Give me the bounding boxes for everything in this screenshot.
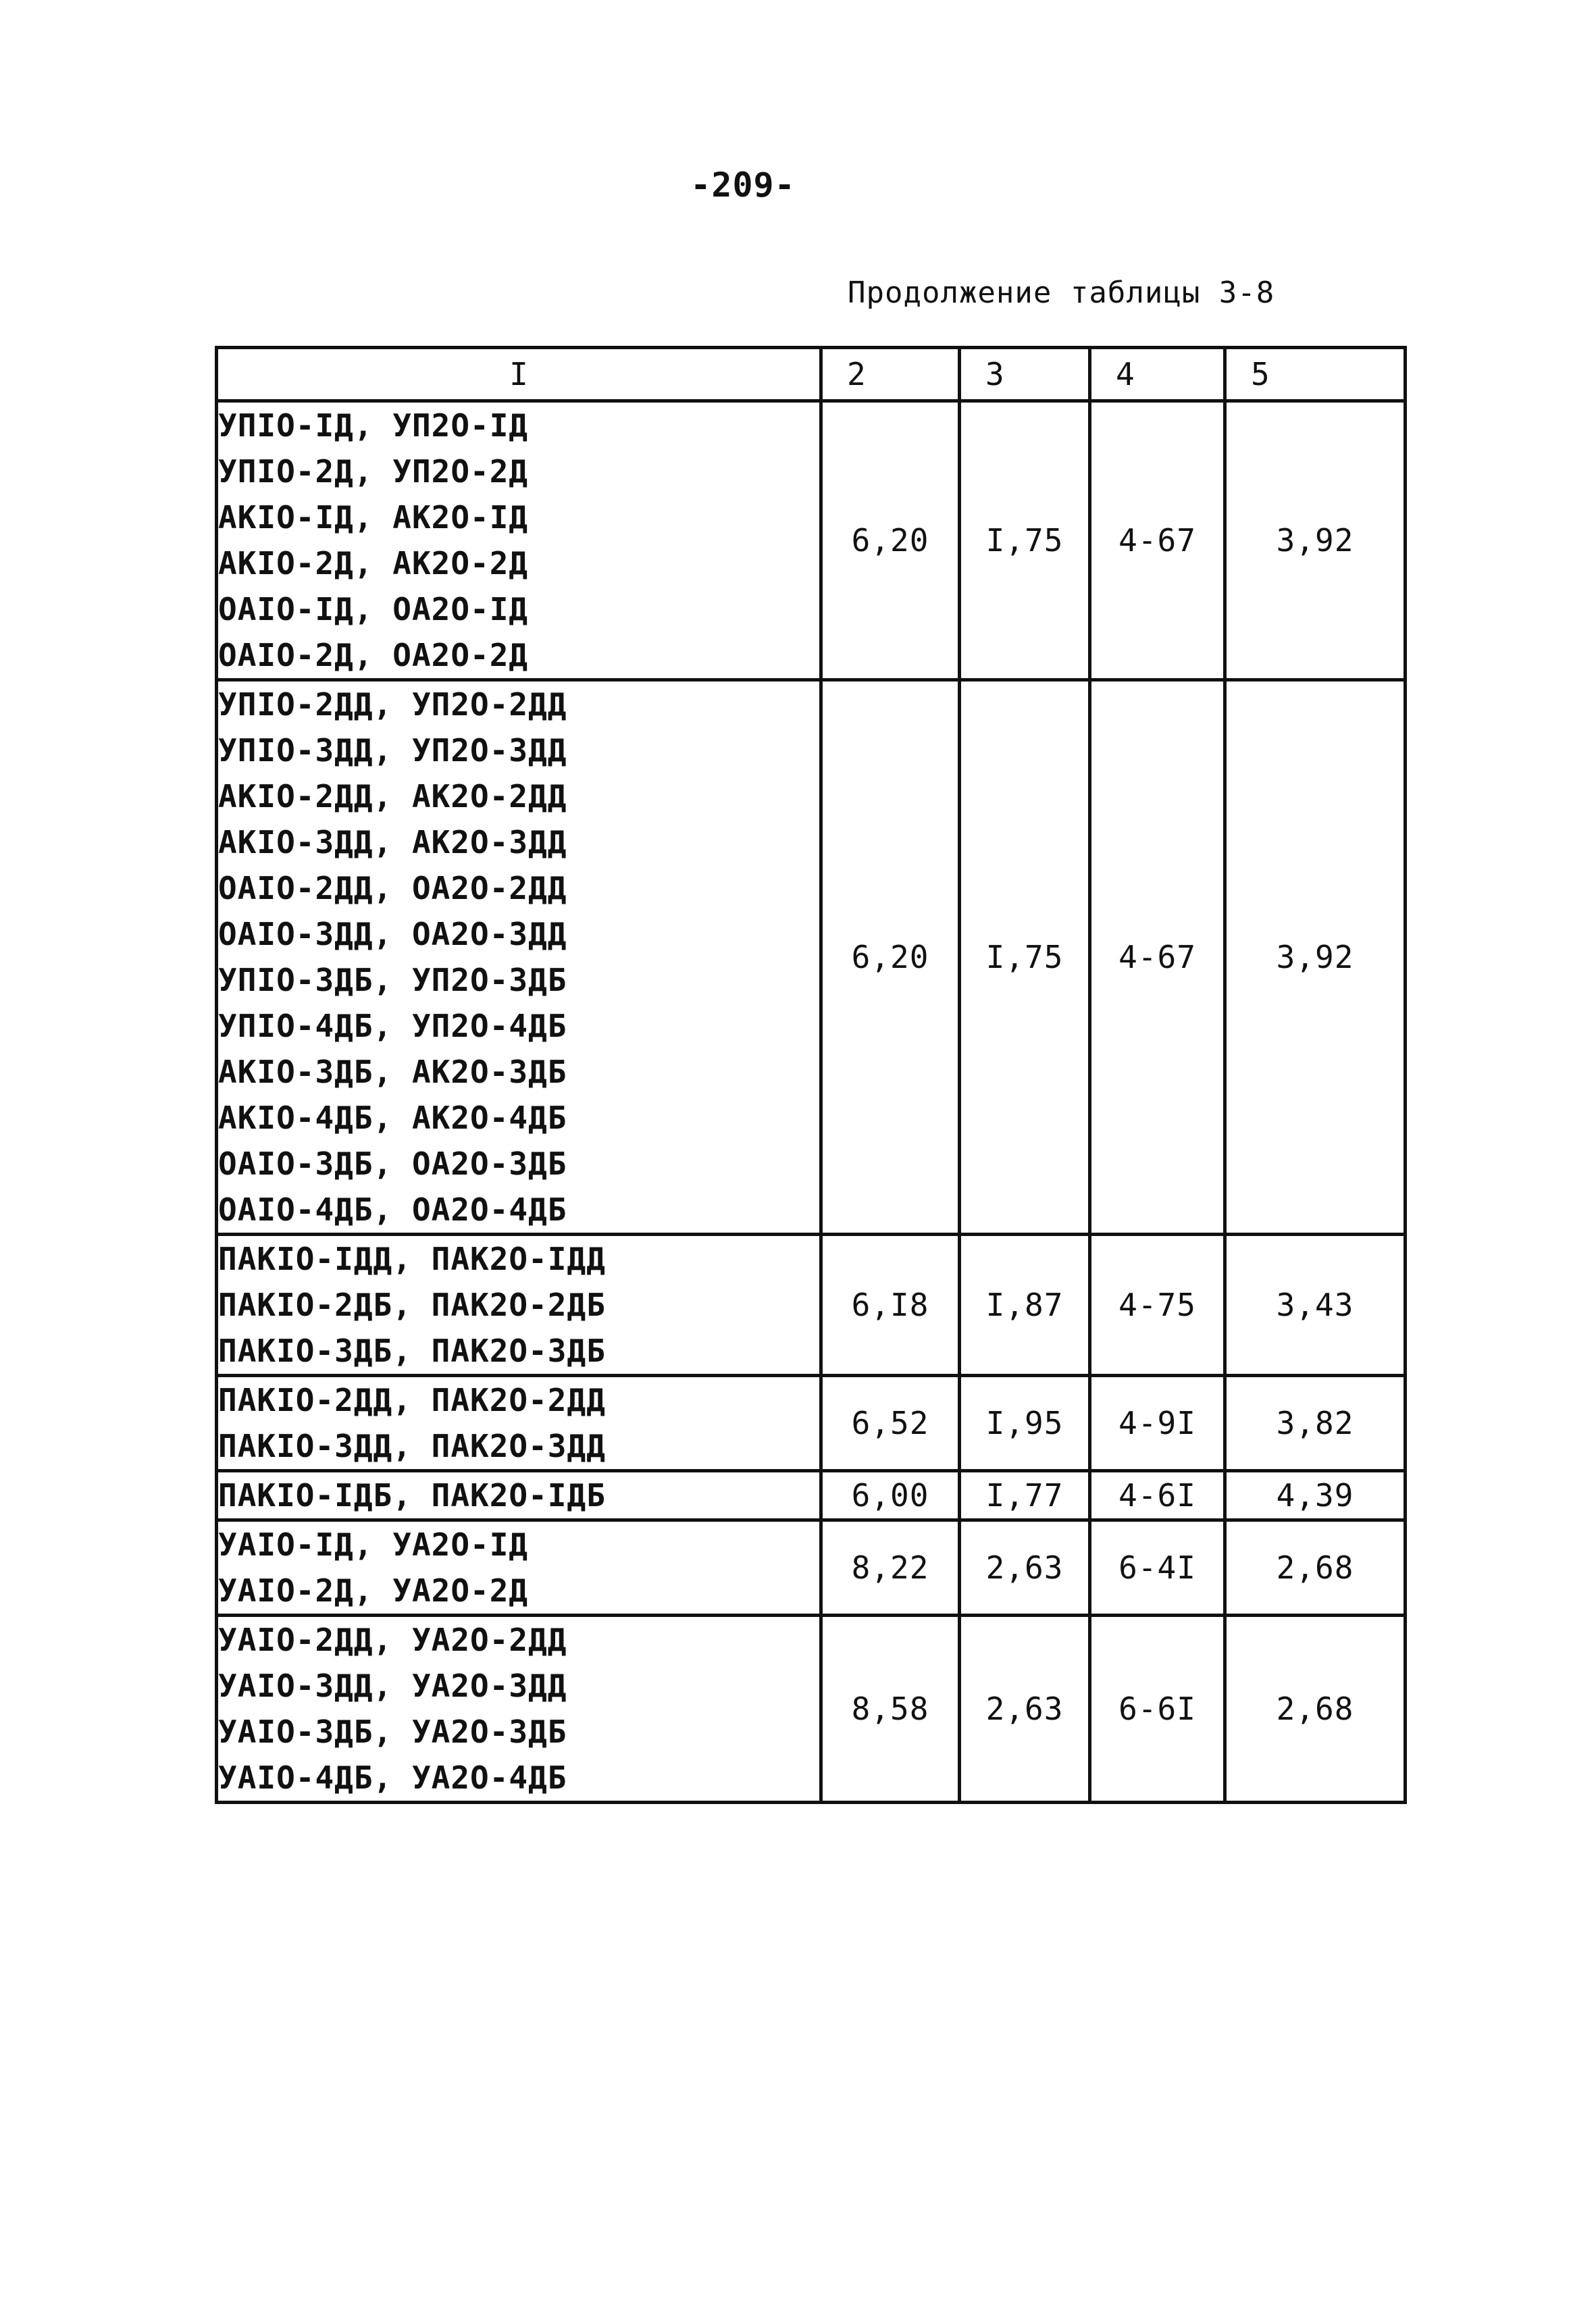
value-cell-col5: 2,68 bbox=[1225, 1616, 1406, 1803]
column-header-4: 4 bbox=[1090, 348, 1225, 401]
designation-line: АКIO-2Д, АК2O-2Д bbox=[218, 545, 529, 582]
designation-line: ПАКIO-3ДБ, ПАК2O-3ДБ bbox=[218, 1333, 606, 1369]
designation-line: АКIO-3ДБ, АК2O-3ДБ bbox=[218, 1054, 567, 1090]
page-number: -209- bbox=[690, 165, 796, 205]
designation-line: ПАКIO-IДД, ПАК2O-IДД bbox=[218, 1241, 606, 1277]
table-row bbox=[217, 1616, 1406, 1803]
designation-line: ОАIO-2ДД, ОА2O-2ДД bbox=[218, 870, 567, 906]
designation-line: ОАIO-3ДД, ОА2O-3ДД bbox=[218, 916, 567, 952]
value-cell-col2: 6,52 bbox=[821, 1376, 960, 1471]
designation-cell bbox=[217, 1376, 821, 1471]
column-header-3: 3 bbox=[960, 348, 1090, 401]
designation-line: УАIO-3ДБ, УА2O-3ДБ bbox=[218, 1714, 567, 1750]
value-cell-col4: 4-75 bbox=[1090, 1235, 1225, 1376]
designation-line: УПIO-3ДД, УП2O-3ДД bbox=[218, 732, 567, 769]
designation-line: ОАIO-2Д, ОА2O-2Д bbox=[218, 637, 529, 673]
table-body bbox=[217, 401, 1406, 1803]
value-cell-col5: 3,92 bbox=[1225, 680, 1406, 1235]
designation-line: УПIO-2Д, УП2O-2Д bbox=[218, 453, 529, 490]
value-cell-col4: 6-4I bbox=[1090, 1520, 1225, 1616]
table-row bbox=[217, 1235, 1406, 1376]
data-table bbox=[215, 346, 1407, 1804]
designation-line: АКIO-2ДД, АК2O-2ДД bbox=[218, 778, 567, 815]
designation-cell bbox=[217, 1471, 821, 1520]
value-cell-col3: I,75 bbox=[960, 401, 1090, 680]
value-cell-col4: 4-67 bbox=[1090, 680, 1225, 1235]
value-cell-col5: 3,82 bbox=[1225, 1376, 1406, 1471]
value-cell-col5: 2,68 bbox=[1225, 1520, 1406, 1616]
value-cell-col3: I,75 bbox=[960, 680, 1090, 1235]
designation-cell bbox=[217, 1616, 821, 1803]
table-caption: Продолжение таблицы 3-8 bbox=[848, 276, 1275, 310]
designation-cell bbox=[217, 680, 821, 1235]
value-cell-col3: 2,63 bbox=[960, 1616, 1090, 1803]
designation-line: ОАIO-4ДБ, ОА2O-4ДБ bbox=[218, 1191, 567, 1228]
value-cell-col2: 8,22 bbox=[821, 1520, 960, 1616]
table-row bbox=[217, 1520, 1406, 1616]
designation-line: УПIO-IД, УП2O-IД bbox=[218, 407, 529, 444]
table-row bbox=[217, 1376, 1406, 1471]
designation-line: ОАIO-3ДБ, ОА2O-3ДБ bbox=[218, 1146, 567, 1182]
value-cell-col4: 4-67 bbox=[1090, 401, 1225, 680]
value-cell-col4: 4-9I bbox=[1090, 1376, 1225, 1471]
designation-line: АКIO-IД, АК2O-IД bbox=[218, 499, 529, 536]
designation-line: ПАКIO-2ДД, ПАК2O-2ДД bbox=[218, 1382, 606, 1418]
table-row bbox=[217, 401, 1406, 680]
table-row bbox=[217, 1471, 1406, 1520]
designation-line: ОАIO-IД, ОА2O-IД bbox=[218, 591, 529, 627]
designation-line: УАIO-IД, УА2O-IД bbox=[218, 1526, 529, 1563]
designation-line: УАIO-3ДД, УА2O-3ДД bbox=[218, 1668, 567, 1704]
value-cell-col2: 8,58 bbox=[821, 1616, 960, 1803]
value-cell-col2: 6,00 bbox=[821, 1471, 960, 1520]
column-header-1: I bbox=[217, 348, 821, 401]
designation-line: ПАКIO-IДБ, ПАК2O-IДБ bbox=[218, 1477, 606, 1514]
value-cell-col2: 6,20 bbox=[821, 401, 960, 680]
value-cell-col4: 4-6I bbox=[1090, 1471, 1225, 1520]
value-cell-col3: 2,63 bbox=[960, 1520, 1090, 1616]
designation-line: ПАКIO-3ДД, ПАК2O-3ДД bbox=[218, 1428, 606, 1464]
designation-line: АКIO-3ДД, АК2O-3ДД bbox=[218, 824, 567, 860]
designation-line: УАIO-4ДБ, УА2O-4ДБ bbox=[218, 1759, 567, 1796]
designation-line: УПIO-4ДБ, УП2O-4ДБ bbox=[218, 1008, 567, 1044]
value-cell-col2: 6,I8 bbox=[821, 1235, 960, 1376]
column-header-2: 2 bbox=[821, 348, 960, 401]
designation-line: УПIO-3ДБ, УП2O-3ДБ bbox=[218, 962, 567, 998]
designation-line: ПАКIO-2ДБ, ПАК2O-2ДБ bbox=[218, 1287, 606, 1323]
value-cell-col4: 6-6I bbox=[1090, 1616, 1225, 1803]
column-header-5: 5 bbox=[1225, 348, 1406, 401]
designation-cell bbox=[217, 1520, 821, 1616]
value-cell-col5: 4,39 bbox=[1225, 1471, 1406, 1520]
value-cell-col5: 3,43 bbox=[1225, 1235, 1406, 1376]
table-row bbox=[217, 680, 1406, 1235]
header-row bbox=[217, 348, 1406, 401]
designation-cell bbox=[217, 401, 821, 680]
designation-line: УАIO-2ДД, УА2O-2ДД bbox=[218, 1622, 567, 1658]
value-cell-col3: I,87 bbox=[960, 1235, 1090, 1376]
designation-line: УАIO-2Д, УА2O-2Д bbox=[218, 1572, 529, 1609]
value-cell-col3: I,77 bbox=[960, 1471, 1090, 1520]
designation-cell bbox=[217, 1235, 821, 1376]
designation-line: АКIO-4ДБ, АК2O-4ДБ bbox=[218, 1100, 567, 1136]
value-cell-col2: 6,20 bbox=[821, 680, 960, 1235]
designation-line: УПIO-2ДД, УП2O-2ДД bbox=[218, 686, 567, 723]
value-cell-col3: I,95 bbox=[960, 1376, 1090, 1471]
value-cell-col5: 3,92 bbox=[1225, 401, 1406, 680]
